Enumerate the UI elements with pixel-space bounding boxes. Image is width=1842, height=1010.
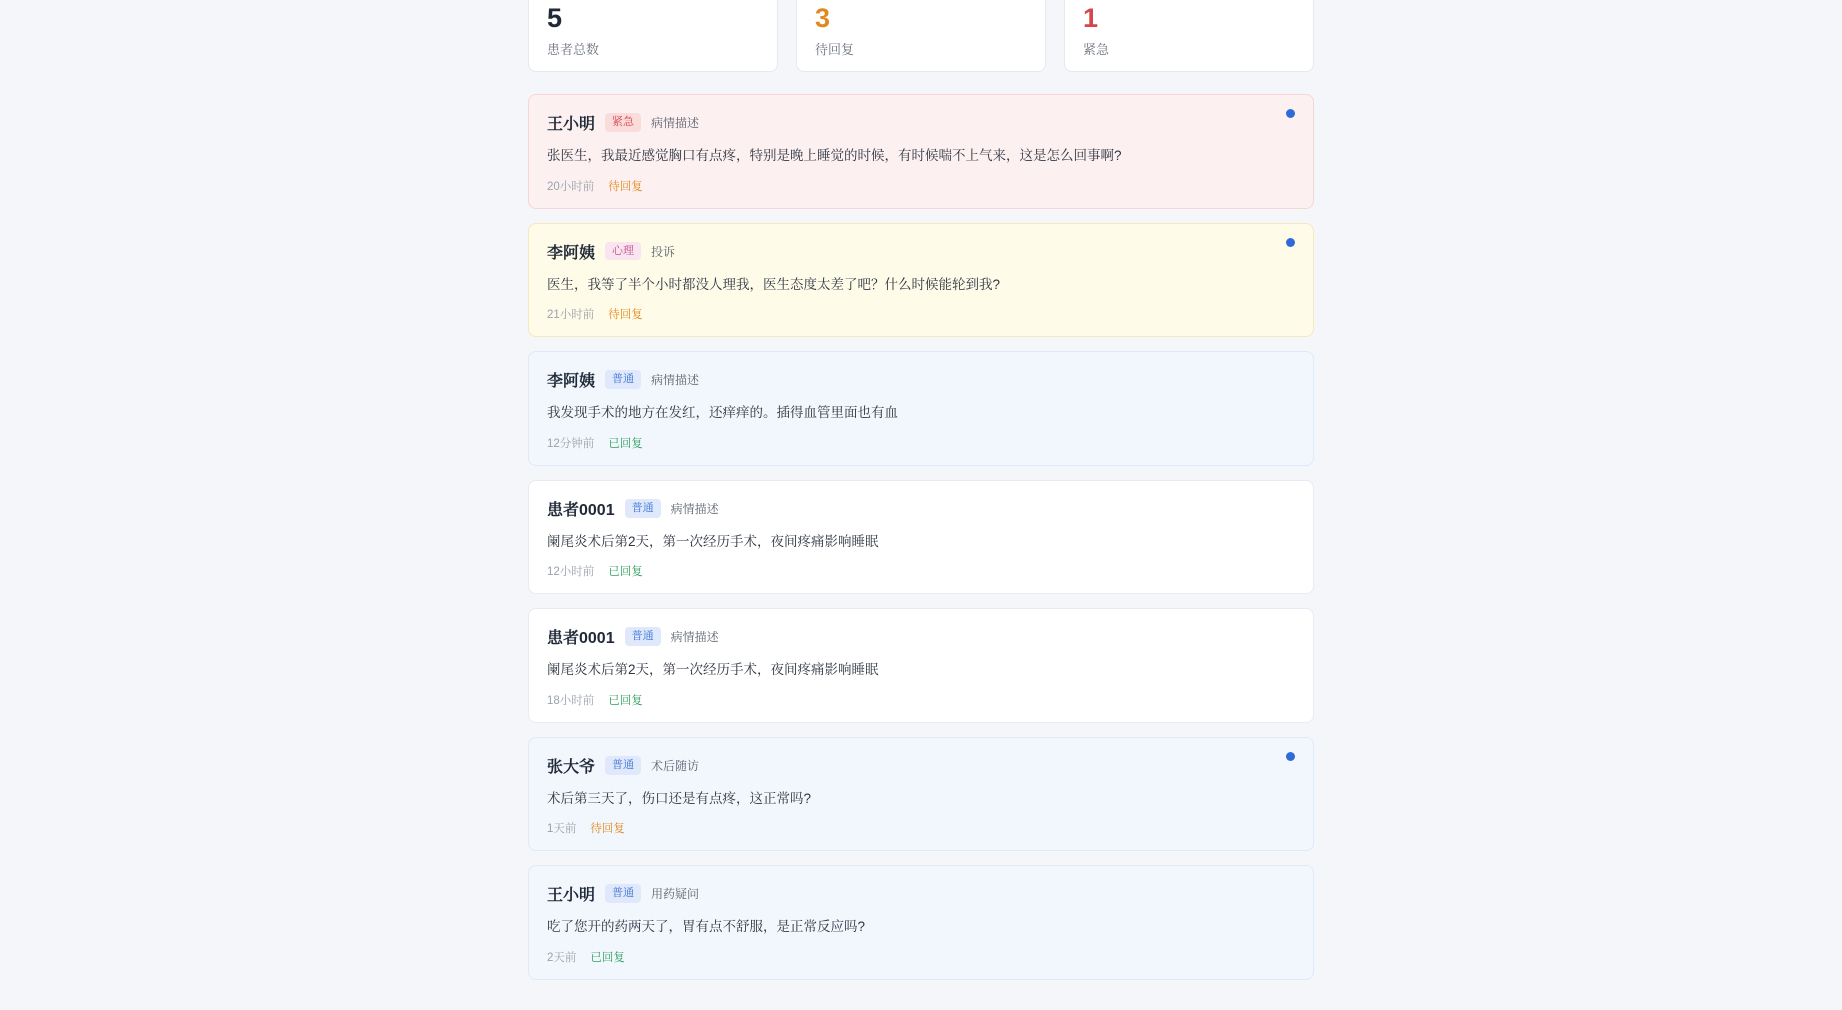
status-badge: 已回复: [590, 951, 625, 964]
priority-badge: 心理: [605, 242, 641, 261]
message-category: 病情描述: [651, 116, 700, 130]
message-body: 术后第三天了，伤口还是有点疼，这正常吗?: [547, 790, 812, 806]
message-footer: [547, 306, 1291, 322]
message-card[interactable]: [528, 865, 1314, 980]
stat-value: 3: [815, 3, 831, 34]
message-card[interactable]: [528, 94, 1314, 209]
priority-badge: 普通: [605, 884, 641, 903]
priority-badge: 普通: [625, 499, 661, 518]
message-footer: [547, 820, 1291, 836]
message-category: 投诉: [651, 244, 676, 259]
message-body: 阑尾炎术后第2天，第一次经历手术，夜间疼痛影响睡眠: [547, 533, 879, 549]
message-header: [547, 497, 1291, 520]
message-header: [547, 882, 1291, 905]
status-badge: 待回复: [590, 823, 625, 836]
status-badge: 待回复: [608, 180, 643, 193]
unread-dot-icon: [1286, 109, 1295, 118]
message-body: 吃了您开的药两天了，胃有点不舒服，是正常反应吗?: [547, 919, 866, 935]
message-card[interactable]: [528, 608, 1314, 723]
message-footer: [547, 435, 1291, 451]
message-timestamp: 12分钟前: [547, 437, 595, 450]
stat-card: [528, 0, 778, 72]
patient-name: 患者0001: [547, 630, 615, 648]
message-header: [547, 625, 1291, 648]
stat-label: 患者总数: [547, 41, 600, 57]
message-card[interactable]: [528, 737, 1314, 852]
stat-value: 1: [1083, 3, 1099, 34]
message-footer: [547, 178, 1291, 194]
message-timestamp: 21小时前: [547, 309, 595, 322]
message-body: 我发现手术的地方在发红，还痒痒的。插得血管里面也有血: [547, 405, 898, 421]
patient-name: 王小明: [547, 887, 596, 905]
message-timestamp: 2天前: [547, 951, 577, 964]
priority-badge: 普通: [605, 370, 641, 389]
stat-card: [1064, 0, 1314, 72]
message-body: 阑尾炎术后第2天，第一次经历手术，夜间疼痛影响睡眠: [547, 662, 879, 678]
status-badge: 已回复: [608, 566, 643, 579]
message-header: [547, 111, 1291, 134]
stat-label: 紧急: [1083, 41, 1110, 57]
status-badge: 待回复: [608, 309, 643, 322]
priority-badge: 普通: [625, 627, 661, 646]
patient-name: 王小明: [547, 116, 596, 133]
status-badge: 已回复: [608, 437, 643, 450]
patient-name: 李阿姨: [547, 244, 596, 262]
message-category: 病情描述: [651, 373, 700, 388]
message-body: 张医生，我最近感觉胸口有点疼，特别是晚上睡觉的时候，有时候喘不上气来，这是怎么回事啊?: [547, 148, 1122, 163]
message-timestamp: 20小时前: [547, 180, 595, 193]
status-badge: 已回复: [608, 694, 643, 707]
message-timestamp: 1天前: [547, 823, 577, 836]
unread-dot-icon: [1286, 752, 1295, 761]
message-header: [547, 754, 1291, 777]
stat-card: [796, 0, 1046, 72]
message-card[interactable]: [528, 351, 1314, 466]
message-footer: [547, 949, 1291, 965]
priority-badge: 紧急: [605, 113, 641, 132]
patient-name: 患者0001: [547, 501, 615, 519]
message-category: 术后随访: [651, 758, 700, 773]
message-footer: [547, 692, 1291, 708]
patient-name: 李阿姨: [547, 373, 596, 391]
message-header: [547, 240, 1291, 263]
message-list: [0, 94, 1842, 1010]
message-category: 用药疑问: [651, 887, 700, 902]
stats-row: [0, 0, 1842, 72]
message-timestamp: 12小时前: [547, 566, 595, 579]
message-footer: [547, 563, 1291, 579]
stat-label: 待回复: [815, 41, 855, 57]
stat-value: 5: [547, 3, 563, 34]
message-card[interactable]: [528, 480, 1314, 595]
message-category: 病情描述: [670, 630, 719, 645]
patient-name: 张大爷: [547, 758, 596, 776]
priority-badge: 普通: [605, 756, 641, 775]
message-body: 医生，我等了半个小时都没人理我，医生态度太差了吧？什么时候能轮到我?: [547, 276, 1001, 292]
message-timestamp: 18小时前: [547, 694, 595, 707]
message-category: 病情描述: [670, 501, 719, 516]
message-header: [547, 368, 1291, 391]
unread-dot-icon: [1286, 238, 1295, 247]
message-card[interactable]: [528, 223, 1314, 338]
